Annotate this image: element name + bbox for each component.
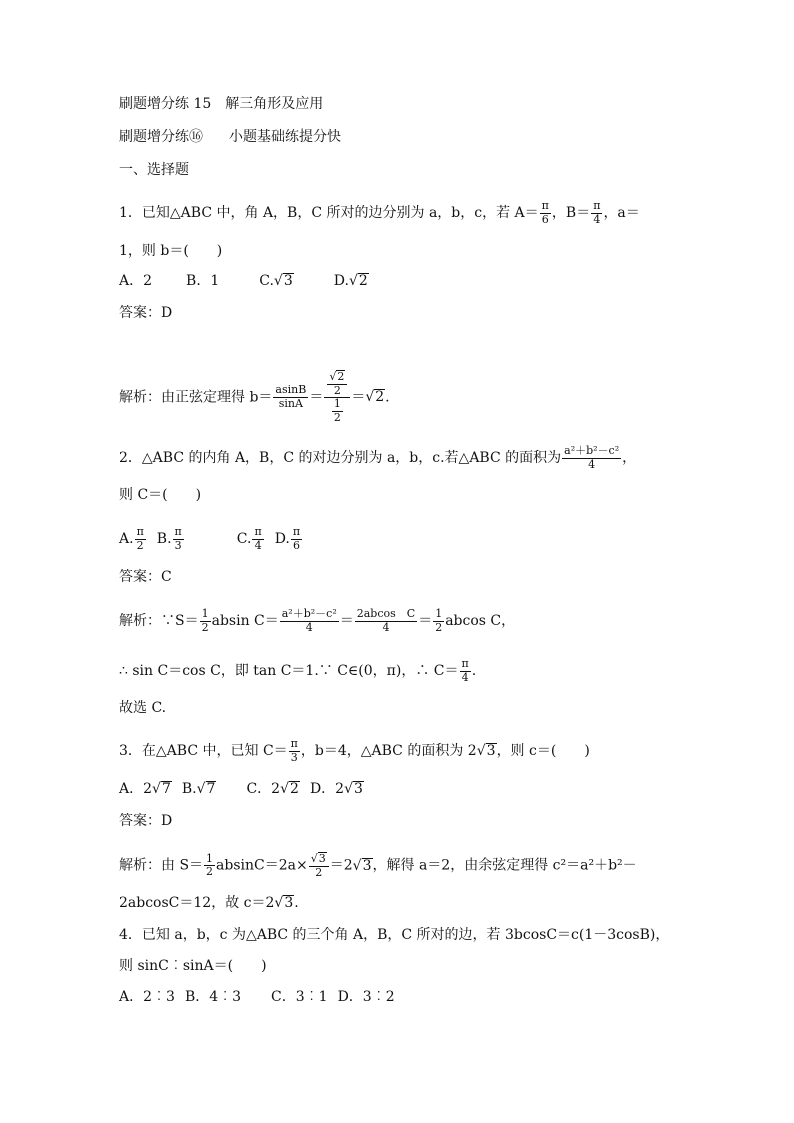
q1-option-d: D. xyxy=(333,273,349,289)
q2-solution: 解析：∵S＝ $\frac{1}{2}$ absin C＝ $\frac{\text{a²＋b²－c²}}{4}$ ＝ $\frac{\text{2abcos C}}{4}$ ＝ $\frac{1}{2}$ abcos C， xyxy=(119,607,516,634)
subtitle-prefix: 刷题增分练⑯ xyxy=(119,129,203,145)
q3-solution-line2: 2abcosC＝12，故 c＝2√3. xyxy=(119,895,299,911)
q2-option-a: A. xyxy=(119,531,134,548)
q4-option-a: A．2︰3 xyxy=(119,989,175,1005)
q2-answer: 答案：C xyxy=(119,569,172,585)
q1-solution: 解析：由正弦定理得 b＝ $\frac{asinB}{\sin A}$ ＝ $\frac{\frac{√2}{2}}{\frac{1}{2}}$ ＝√2. xyxy=(119,370,390,424)
q4-stem: 4．已知 a，b，c 为△ABC 的三个角 A，B，C 所对的边，若 3bcosC＝c(1－3cosB)， xyxy=(119,927,670,943)
q1-stem xyxy=(119,200,640,226)
q1-solution-complex-frac: $\frac{\frac{√2}{2}}{\frac{1}{2}}$ xyxy=(324,370,350,425)
q1-option-a: A．2 xyxy=(119,273,153,289)
q2-option-c: C. xyxy=(236,531,252,548)
q2-stem-text: 2．△ABC 的内角 A，B，C 的对边分别为 a，b，c.若△ABC 的面积为 xyxy=(119,450,562,467)
q1-stem-tail: ，a＝ xyxy=(603,205,640,222)
q1-option-c-sqrt: √3 xyxy=(273,273,293,289)
q1-stem-line2: 1，则 b＝( ) xyxy=(119,243,223,259)
q1-options xyxy=(119,272,369,290)
q3-option-b: B. xyxy=(181,781,197,797)
q4-option-c: C．3︰1 xyxy=(271,989,328,1005)
q2-stem: 2．△ABC 的内角 A，B，C 的对边分别为 a，b，c.若△ABC 的面积为 $\frac{\text{a²＋b²－c²}}{4}$ ， xyxy=(119,444,637,471)
q2-solution-line3: 故选 C. xyxy=(119,700,167,716)
q2-solution-line2: ∴ sin C＝cos C，即 tan C＝1.∵ C∈(0，π)，∴ C＝ $\frac{\pi}{4}$ . xyxy=(119,657,477,684)
q2-area-frac: $\frac{\text{a²＋b²－c²}}{4}$ xyxy=(564,444,620,471)
q3-solution: 解析：由 S＝ $\frac{1}{2}$ absinC＝2a× $\frac{√3}{2}$ ＝2√3，解得 a＝2，由余弦定理得 c²＝a²＋b²－ xyxy=(119,851,637,879)
subtitle-suffix: 小题基础练提分快 xyxy=(229,129,341,145)
q2-option-b: B. xyxy=(156,531,172,548)
q1-option-d-sqrt: √2 xyxy=(348,273,368,289)
q4-stem-line2: 则 sinC︰sinA＝( ) xyxy=(119,958,267,974)
q1-solution-result: √2 xyxy=(365,389,385,406)
q1-frac-b-num: π xyxy=(593,199,601,212)
q1-frac-b xyxy=(591,200,602,226)
q4-option-b: B．4︰3 xyxy=(184,989,242,1005)
page-subtitle xyxy=(119,128,341,146)
q4-option-d: D．3︰2 xyxy=(337,989,395,1005)
q3-stem: 3．在△ABC 中，已知 C＝ $\frac{\pi}{3}$ ，b＝4，△ABC 的面积为 2√3，则 c＝( ) xyxy=(119,737,590,764)
q1-stem-a: 1．已知△ABC 中，角 A，B，C 所对的边分别为 a，b，c，若 A＝ xyxy=(119,205,539,222)
q2-stem-line2: 则 C＝( ) xyxy=(119,487,202,503)
q3-option-d: D．2 xyxy=(309,781,345,797)
q1-frac-b-den: 4 xyxy=(593,212,601,226)
q1-option-b: B．1 xyxy=(186,273,220,289)
q2-option-d: D. xyxy=(274,531,290,548)
q3-answer: 答案：D xyxy=(119,813,173,829)
q3-options: A．2√7 B.√7 C．2√2 D．2√3 xyxy=(119,781,363,797)
q1-option-c: C. xyxy=(259,273,274,289)
q1-answer: 答案：D xyxy=(119,305,173,321)
q1-frac-a xyxy=(540,200,551,226)
q1-solution-prefix: 解析：由正弦定理得 b＝ xyxy=(119,389,273,406)
q3-option-c: C．2 xyxy=(246,781,281,797)
q1-frac-a-num: π xyxy=(541,199,549,212)
q2-options: A. $\frac{\pi}{2}$ B. $\frac{\pi}{3}$ C. $\frac{\pi}{4}$ D. $\frac{\pi}{6}$ xyxy=(119,525,301,552)
q1-frac-a-den: 6 xyxy=(541,212,549,226)
q1-stem-b: ，B＝ xyxy=(551,205,591,222)
q1-solution-frac1: $\frac{asinB}{\sin A}$ xyxy=(275,383,307,410)
page-title: 刷题增分练 15 解三角形及应用 xyxy=(119,96,324,112)
section-heading: 一、选择题 xyxy=(119,162,189,178)
q3-option-a: A．2 xyxy=(119,781,153,797)
q4-options xyxy=(119,988,395,1006)
